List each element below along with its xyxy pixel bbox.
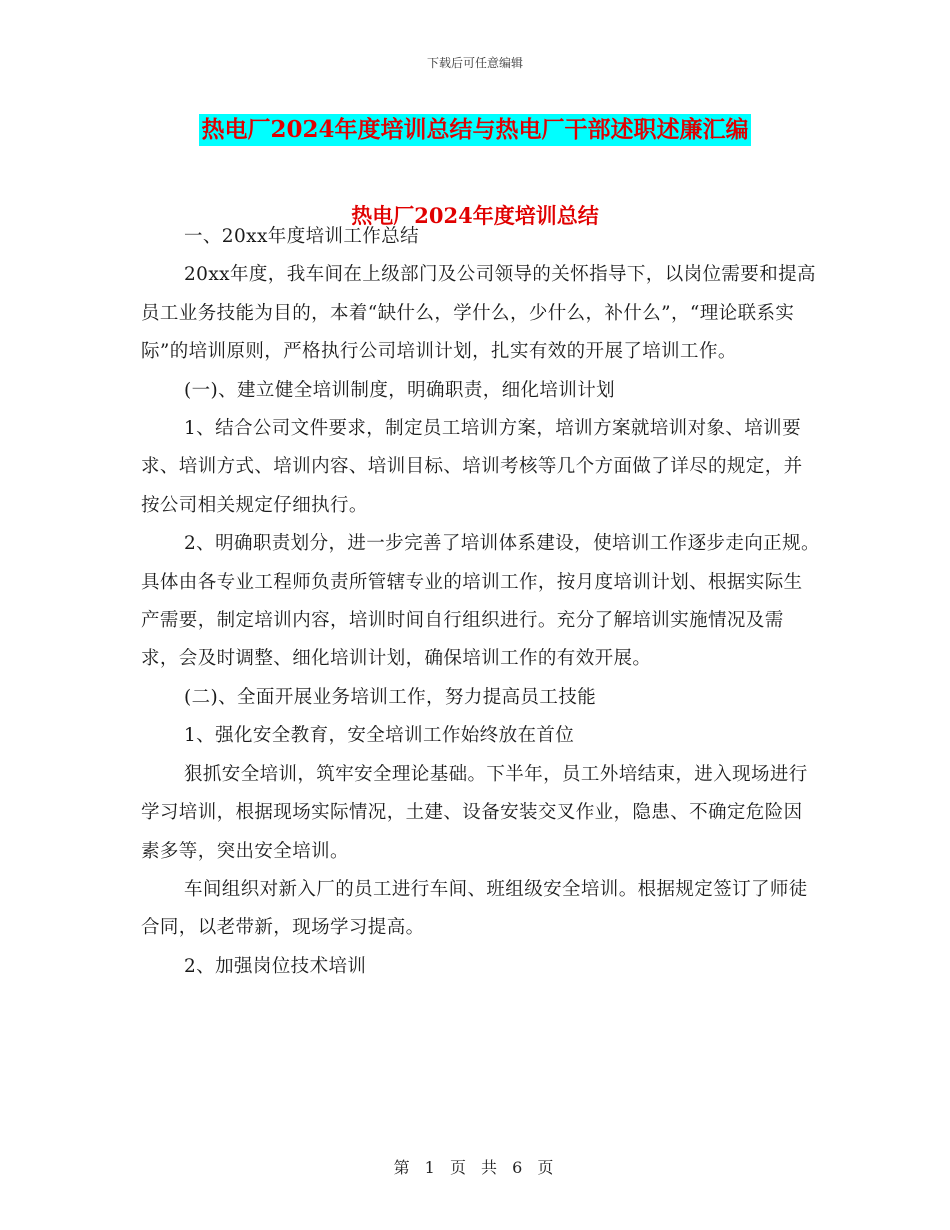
body-paragraph: 1、强化安全教育，安全培训工作始终放在首位 (184, 725, 575, 747)
page-footer: 第 1 页 共 6 页 (393, 1158, 557, 1177)
body-paragraph: 一、20xx年度培训工作总结 (184, 226, 420, 247)
body-paragraph: 20xx年度，我车间在上级部门及公司领导的关怀指导下，以岗位需要和提高员工业务技能为目的，本着“缺什么，学什么，少什么，补什么”，“理论联系实际”的培训原则，严格执行公司培训计划，扎实有效的开展了培训工作。 (141, 264, 816, 363)
document-body (141, 218, 821, 986)
body-paragraph: 2、加强岗位技术培训 (184, 955, 367, 977)
body-paragraph: 狠抓安全培训，筑牢安全理论基础。下半年，员工外培结束，进入现场进行学习培训，根据现场实际情况，土建、设备安装交叉作业，隐患、不确定危险因素多等，突出安全培训。 (141, 763, 808, 862)
section-title: 热电厂2024年度培训总结 (351, 203, 599, 228)
body-paragraph: (二)、全面开展业务培训工作，努力提高员工技能 (184, 686, 597, 708)
document-title-container (0, 114, 950, 146)
header-note: 下载后可任意编辑 (426, 56, 523, 70)
body-paragraph: (一)、建立健全培训制度，明确职责，细化培训计划 (184, 379, 616, 401)
document-title: 热电厂2024年度培训总结与热电厂干部述职述廉汇编 (199, 114, 750, 146)
body-paragraph: 车间组织对新入厂的员工进行车间、班组级安全培训。根据规定签订了师徒合同，以老带新，现场学习提高。 (141, 878, 808, 939)
body-paragraph: 1、结合公司文件要求，制定员工培训方案，培训方案就培训对象、培训要求、培训方式、培训内容、培训目标、培训考核等几个方面做了详尽的规定，并按公司相关规定仔细执行。 (141, 418, 803, 516)
body-paragraph: 2、明确职责划分，进一步完善了培训体系建设，使培训工作逐步走向正规。具体由各专业工程师负责所管辖专业的培训工作，按月度培训计划、根据实际生产需要，制定培训内容，培训时间自行组织进行。充分了解培训实施情况及需求，会及时调整、细化培训计划，确保培训工作的有效开展。 (141, 533, 820, 670)
